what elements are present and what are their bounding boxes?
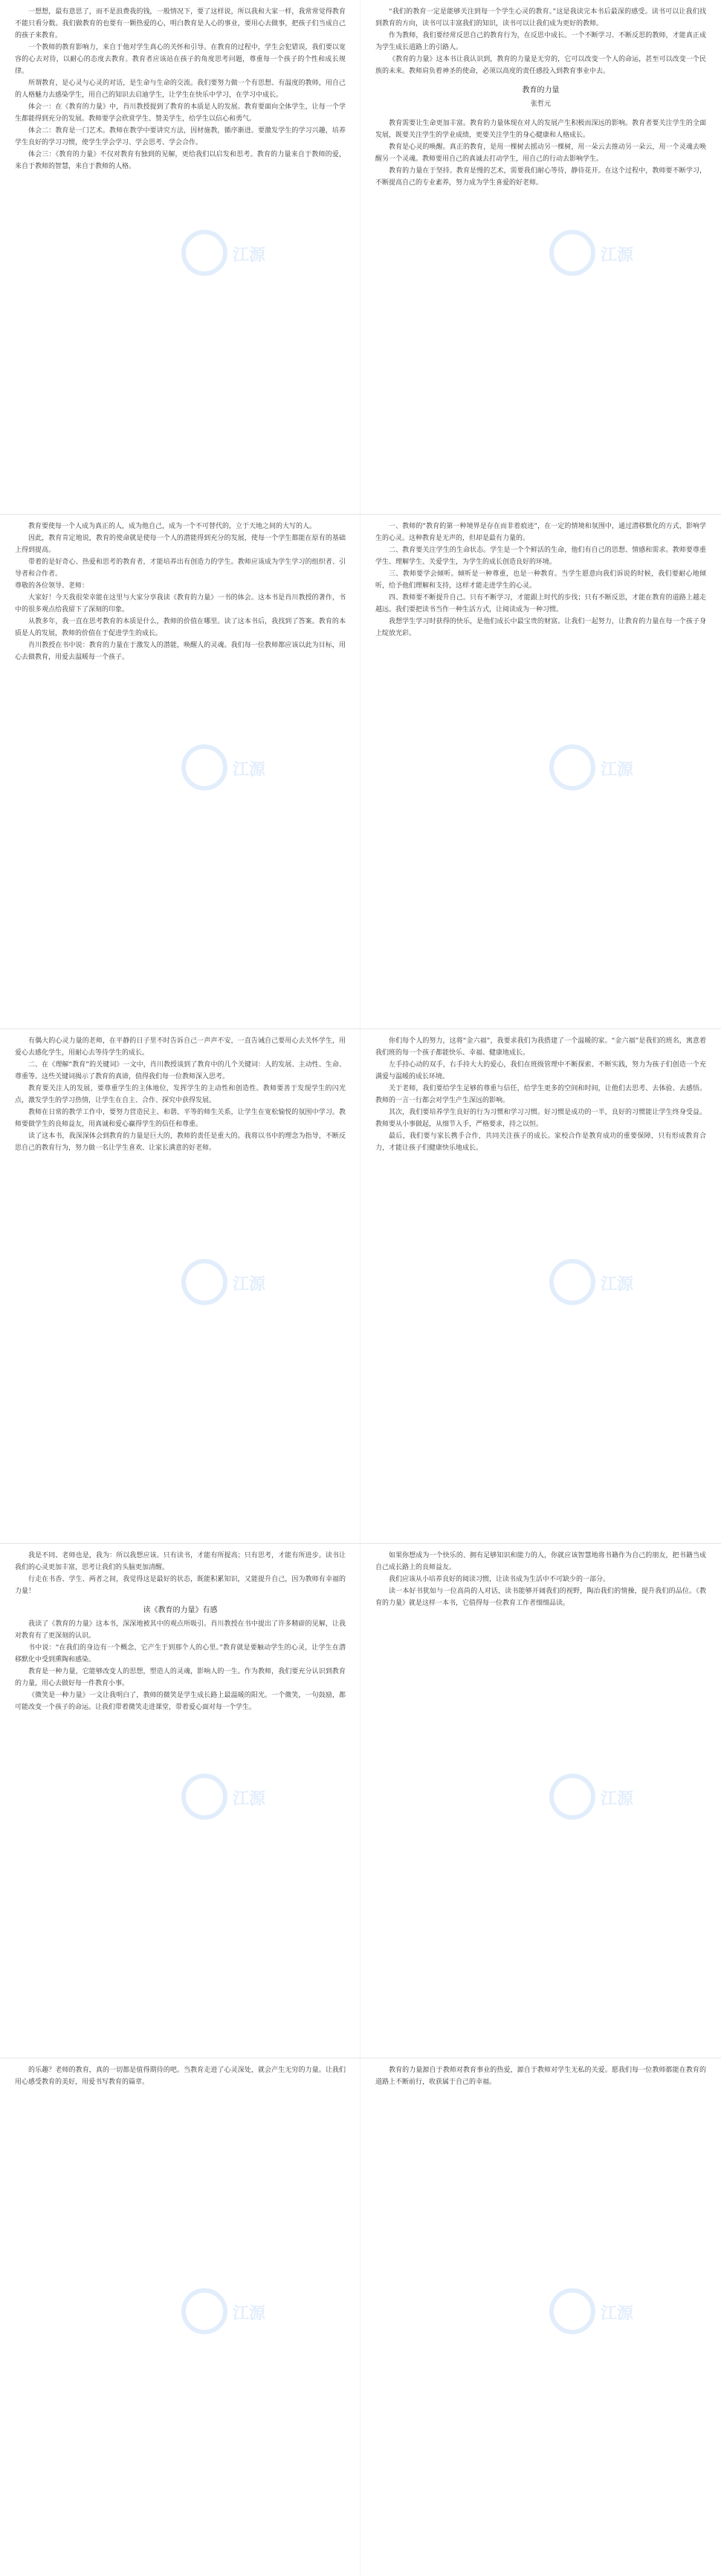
paragraph: 读了这本书，我深深体会到教育的力量是巨大的，教师的责任是重大的。我将以书中的理念为指导，不断反思自己的教育行为，努力做一名让学生喜欢、让家长满意的好老师。 — [15, 1133, 346, 1152]
paragraph: 一、教师的“教育的第一种境界是存在而非着痕迹”，在一定的情境和氛围中，通过潜移默化的方式，影响学生的心灵。这种教育是无声的，但却是最有力量的。 — [375, 523, 706, 542]
paragraph: 教育要关注人的发展，要尊重学生的主体地位，发挥学生的主动性和创造性。教师要善于发现学生的闪光点，激发学生的学习热情，让学生在自主、合作、探究中获得发展。 — [15, 1085, 346, 1104]
watermark-logo-icon — [543, 216, 647, 305]
paragraph: 作为教师，我们要经常反思自己的教育行为，在反思中成长。一个不断学习、不断反思的教师，才能真正成为学生成长道路上的引路人。 — [375, 32, 706, 51]
paragraph: 二、在《理解“教育”的关键词》一文中，肖川教授谈到了教育中的几个关键词：人的发展、主动性、生命、尊重等。这些关键词揭示了教育的真谛，值得我们每一位教师深入思考。 — [15, 1061, 346, 1081]
paragraph: 肖川教授在书中说：教育的力量在于激发人的潜能，唤醒人的灵魂。我们每一位教师都应该以此为目标，用心去做教育，用爱去温暖每一个孩子。 — [15, 642, 346, 661]
article-title: 读《教育的力量》有感 — [143, 1606, 218, 1614]
document-page-1 — [0, 0, 721, 515]
paragraph: 教育需要让生命更加丰富。教育的力量体现在对人的发展产生积极而深远的影响。教育者要关注学生的全面发展，既要关注学生的学业成绩，更要关注学生的身心健康和人格成长。 — [375, 120, 706, 139]
paragraph: 如果你想成为一个快乐的、拥有足够知识和能力的人，你就应该智慧地将书籍作为自己的朋友，把书籍当成自己成长路上的良师益友。 — [375, 1552, 706, 1571]
paragraph: 三、教师要学会倾听。倾听是一种尊重，也是一种教育。当学生愿意向我们诉说的时候，我们要耐心地倾听，给予他们理解和支持，这样才能走进学生的心灵。 — [375, 570, 706, 590]
watermark-text: 江源 — [601, 1275, 634, 1294]
paragraph: 教育是一种力量，它能够改变人的思想，塑造人的灵魂，影响人的一生。作为教师，我们要充分认识到教育的力量，用心去做好每一件教育小事。 — [15, 1668, 346, 1687]
right-column — [375, 1035, 706, 1154]
left-column — [15, 1035, 346, 1154]
watermark-logo-icon — [175, 216, 279, 305]
paragraph: 《教育的力量》这本书让我认识到，教育的力量是无穷的，它可以改变一个人的命运，甚至可以改变一个民族的未来。教师肩负着神圣的使命，必须以高度的责任感投入到教育事业中去。 — [375, 56, 706, 75]
right-column — [375, 521, 706, 640]
watermark-logo-icon — [175, 730, 279, 820]
paragraph: 我是不同、老师也是，我为：所以我想应该。只有读书，才能有所提高；只有思考，才能有所进步。读书让我们的心灵更加丰富，思考让我们的头脑更加清醒。 — [15, 1552, 346, 1571]
paragraph: 我读了《教育的力量》这本书，深深地被其中的观点所吸引。肖川教授在书中提出了许多精辟的见解，让我对教育有了更深刻的认识。 — [15, 1620, 346, 1640]
watermark-text: 江源 — [233, 1275, 266, 1294]
watermark-text: 江源 — [233, 1790, 266, 1809]
watermark-text: 江源 — [233, 2305, 266, 2323]
watermark-text: 江源 — [601, 246, 634, 265]
left-column — [15, 521, 346, 663]
paragraph: 带着的是好奇心、热爱和思考的教育者，才能培养出有创造力的学生。教师应该成为学生学习的组织者、引导者和合作者。 — [15, 558, 346, 578]
paragraph: 读一本好书犹如与一位高尚的人对话，读书能够开阔我们的视野，陶冶我们的情操，提升我们的品位。《教育的力量》就是这样一本书，它值得每一位教育工作者细细品读。 — [375, 1588, 706, 1607]
watermark-logo-icon — [175, 1245, 279, 1334]
left-column — [15, 2064, 346, 2088]
document-page-4 — [0, 1544, 721, 2058]
right-column — [375, 2064, 706, 2088]
watermark-logo-icon — [175, 1759, 279, 1849]
paragraph: 的乐趣？老师的教育，真的一切都是值得期待的吧。当教育走进了心灵深处，就会产生无穷的力量。让我们用心感受教育的美好，用爱书写教育的篇章。 — [15, 2067, 346, 2086]
watermark-text: 江源 — [601, 761, 634, 779]
paragraph: 体会三：《教育的力量》不仅对教育有独到的见解，更给我们以启发和思考。教育的力量来自于教师的爱，来自于教师的智慧，来自于教师的人格。 — [15, 151, 346, 170]
watermark-text: 江源 — [233, 246, 266, 265]
watermark-logo-icon — [543, 730, 647, 820]
article-title: 教育的力量 — [522, 86, 560, 94]
watermark-logo-icon — [543, 1245, 647, 1334]
paragraph: 教师在日常的教学工作中，要努力营造民主、和谐、平等的师生关系，让学生在宽松愉悦的氛围中学习。教师要做学生的良师益友，用真诚和爱心赢得学生的信任和尊重。 — [15, 1109, 346, 1128]
left-column — [15, 6, 346, 173]
paragraph: 所谓教育，是心灵与心灵的对话，是生命与生命的交流。我们要努力做一个有思想、有温度的教师，用自己的人格魅力去感染学生，用自己的知识去启迪学生，让学生在快乐中学习，在学习中成长。 — [15, 80, 346, 99]
paragraph: 行走在书香、学生、两者之间，我觉得这是最好的状态，既能积累知识，又能提升自己，因为教师有幸福的力量！ — [15, 1576, 346, 1595]
paragraph: 关于老师，我们要给学生足够的尊重与信任，给学生更多的空间和时间，让他们去思考、去体验、去感悟。教师的一言一行都会对学生产生深远的影响。 — [375, 1085, 706, 1104]
paragraph: 大家好！今天我很荣幸能在这里与大家分享我读《教育的力量》一书的体会。这本书是肖川教授的著作，书中的很多观点给我留下了深刻的印象。 — [15, 594, 346, 614]
paragraph: 教育的力量在于坚持。教育是慢的艺术，需要我们耐心等待，静待花开。在这个过程中，教师要不断学习，不断提高自己的专业素养，努力成为学生喜爱的好老师。 — [375, 167, 706, 187]
greeting: 尊敬的各位领导、老师： — [15, 582, 89, 590]
paragraph: 其次，我们要培养学生良好的行为习惯和学习习惯。好习惯是成功的一半，良好的习惯能让学生终身受益。教师要从小事做起，从细节入手，严格要求，持之以恒。 — [375, 1109, 706, 1128]
paragraph: 从教多年，我一直在思考教育的本质是什么，教师的价值在哪里。读了这本书后，我找到了答案。教育的本质是人的发展，教师的价值在于促进学生的成长。 — [15, 618, 346, 637]
right-column — [375, 1550, 706, 1609]
paragraph: 我们应该从小培养良好的阅读习惯，让读书成为生活中不可缺少的一部分。 — [389, 1576, 610, 1583]
watermark-text: 江源 — [601, 1790, 634, 1809]
watermark-logo-icon — [175, 2274, 279, 2363]
paragraph: 我想学生学习时获得的快乐，是他们成长中最宝贵的财富。让我们一起努力，让教育的力量在每一个孩子身上绽放光彩。 — [375, 618, 706, 637]
document-page-2 — [0, 515, 721, 1029]
paragraph: 四、教师要不断提升自己。只有不断学习，才能跟上时代的步伐；只有不断反思，才能在教育的道路上越走越远。我们要把读书当作一种生活方式，让阅读成为一种习惯。 — [375, 594, 706, 614]
paragraph: 体会二：教育是一门艺术。教师在教学中要讲究方法，因材施教，循序渐进。要激发学生的学习兴趣，培养学生良好的学习习惯，使学生学会学习、学会思考、学会合作。 — [15, 127, 346, 146]
watermark-logo-icon — [543, 2274, 647, 2363]
paragraph: 一想想，最有意思了，而不是浪费我的钱，一般情况下，要了这样说，所以我和大家一样，我常常觉得教育不能只看分数。我们做教育的也要有一颗热爱的心，明白教育是人心的事业，要用心去做事，把孩子们当成自己的孩子来教育。 — [15, 8, 346, 39]
left-column — [15, 1550, 346, 1713]
paragraph: 教育要使每一个人成为真正的人，成为他自己，成为一个不可替代的，立于天地之间的大写的人。 — [28, 523, 317, 530]
watermark-text: 江源 — [233, 761, 266, 779]
watermark-logo-icon — [543, 1759, 647, 1849]
paragraph: 二、教育要关注学生的生命状态。学生是一个个鲜活的生命，他们有自己的思想、情感和需求。教师要尊重学生、理解学生、关爱学生，为学生的成长创造良好的环境。 — [375, 547, 706, 566]
paragraph: 最后，我们要与家长携手合作，共同关注孩子的成长。家校合作是教育成功的重要保障，只有形成教育合力，才能让孩子们健康快乐地成长。 — [375, 1133, 706, 1152]
document-page-5 — [0, 2058, 721, 2576]
article-author: 张哲元 — [530, 100, 551, 108]
right-column — [375, 6, 706, 189]
paragraph: 《微笑是一种力量》一文让我明白了，教师的微笑是学生成长路上最温暖的阳光。一个微笑，一句鼓励，都可能改变一个孩子的命运。让我们带着微笑走进课堂，带着爱心面对每一个学生。 — [15, 1692, 346, 1711]
paragraph: 因此，教育肯定地说，教育的使命就是使每一个人的潜能得到充分的发展，使每一个学生都能在原有的基础上得到提高。 — [15, 535, 346, 554]
paragraph: “我们的教育一定是能够关注到每一个学生心灵的教育。”这是我读完本书后最深的感受。读书可以让我们找到教育的方向，读书可以丰富我们的知识，读书可以让我们成为更好的教师。 — [375, 8, 706, 28]
paragraph: 有偶大的心灵力量的老师，在平静的日子里不时告诉自己一声声不安，一直告诫自己要用心去关怀学生，用爱心去感化学生，用耐心去等待学生的成长。 — [15, 1037, 346, 1057]
document-page-3 — [0, 1029, 721, 1544]
paragraph: 左手持心动的双手，右手持大大的爱心，我们在班级管理中不断探索、不断实践，努力为孩子们创造一个充满爱与温暖的成长环境。 — [375, 1061, 706, 1081]
paragraph: 书中说：“在我们的身边有一个概念，它产生于到那个人的心里。”教育就是要触动学生的心灵，让学生在潜移默化中受到熏陶和感染。 — [15, 1644, 346, 1664]
paragraph: 教育的力量源自于教师对教育事业的热爱，源自于教师对学生无私的关爱。愿我们每一位教师都能在教育的道路上不断前行，收获属于自己的幸福。 — [375, 2067, 706, 2086]
paragraph: 你们每个人的努力，这将“金六福”，我要求我们为我搭建了一个温暖的家。“金六福”是我们的班名，寓意着我们班的每一个孩子都能快乐、幸福、健康地成长。 — [375, 1037, 706, 1057]
paragraph: 体会一：在《教育的力量》中，肖川教授提到了教育的本质是人的发展。教育要面向全体学生，让每一个学生都能得到充分的发展。教师要学会欣赏学生、赞美学生，给学生以信心和勇气。 — [15, 103, 346, 123]
paragraph: 一个教师的教育影响力，来自于他对学生真心的关怀和引导。在教育的过程中，学生会犯错误，我们要以宽容的心去对待，以耐心的态度去教育。教育者应该站在孩子的角度思考问题，尊重每一个孩子的个性和成长规律。 — [15, 44, 346, 75]
paragraph: 教育是心灵的唤醒。真正的教育，是用一棵树去摇动另一棵树，用一朵云去推动另一朵云，用一个灵魂去唤醒另一个灵魂。教师要用自己的真诚去打动学生，用自己的行动去影响学生。 — [375, 144, 706, 163]
watermark-text: 江源 — [601, 2305, 634, 2323]
